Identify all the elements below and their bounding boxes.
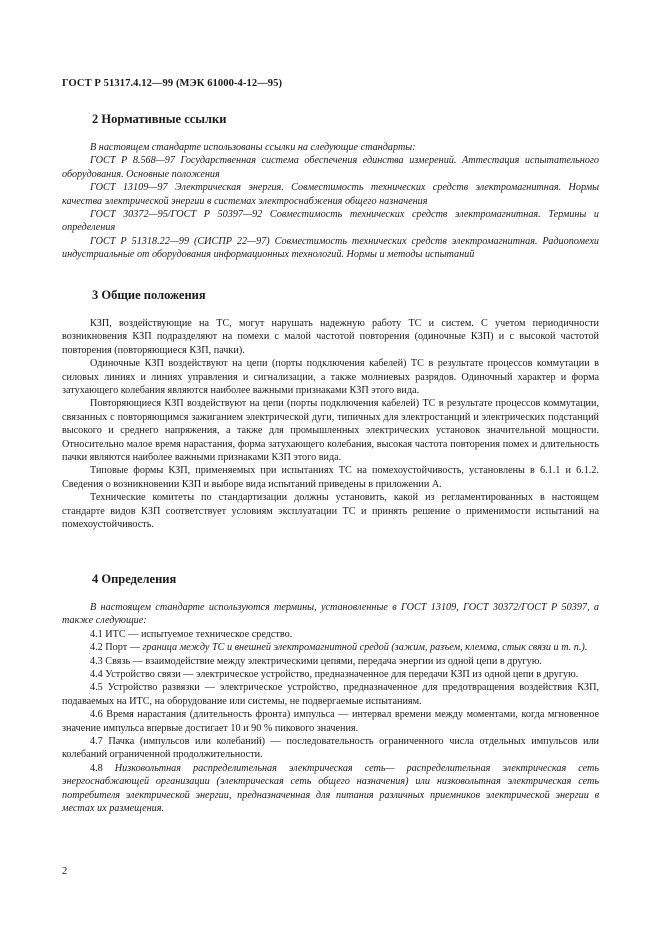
definition-item (62, 628, 599, 641)
definition-item (62, 641, 599, 654)
paragraph: Повторяющиеся КЗП воздействуют на цепи (порты подключения кабелей) ТС в результате процессов коммутации, связанных с повторяющимся зажиганием электрической дуги, типичных для электростанций и электрических подстанций высокого и среднего напряжения, а также для промышленных электрических установок значительной мощности. Относительно малое время нарастания, форма затухающего колебания, высокая частота повторения помех и длительность пачки являются наиболее важными признаками КЗП этого вида. (62, 398, 599, 464)
paragraph: В настоящем стандарте использованы ссылки на следующие стандарты: (90, 142, 416, 153)
paragraph: Технические комитеты по стандартизации должны установить, какой из регламентированных в настоящем стандарте видов КЗП соответствует условиям эксплуатации ТС и принять решение о применимости испытаний на помехоустойчивость. (62, 492, 599, 531)
definition-item (62, 762, 599, 816)
section-4-body (62, 601, 599, 816)
definition-item (62, 668, 599, 681)
definition-item (62, 735, 599, 762)
definition-lead: 4.2 Порт — (90, 642, 143, 654)
paragraph: Одиночные КЗП воздействуют на цепи (порты подключения кабелей) ТС в результате процессов коммутации в силовых линиях и линиях управления и сигнализации, а также молниевых разрядов. Одиночный характер и форма затухающего колебания являются наиболее важными признаками КЗП этого вида. (62, 358, 599, 397)
section-3-title: 3 Общие положения (92, 288, 206, 302)
document-header: ГОСТ Р 51317.4.12—99 (МЭК 61000-4-12—95) (62, 78, 283, 89)
definition-lead: 4.4 Устройство связи — электрическое устройство, предназначенное для передачи КЗП из одной цепи в другую. (90, 669, 579, 681)
definition-lead: 4.3 Связь — взаимодействие между электрическими цепями, передача энергии из одной цепи в другую. (90, 655, 542, 667)
paragraph: Типовые формы КЗП, применяемых при испытаниях ТС на помехоустойчивость, установлены в 6.1.1 и 6.1.2. Сведения о возникновении КЗП и выборе вида испытаний приведены в приложении А. (62, 465, 599, 490)
definition-item (62, 708, 599, 735)
definition-item (62, 681, 599, 708)
definition-tail: Низковольтная распределительная электрическая сеть— распределительная электрическая сеть энергоснабжающей организации (электрическая сеть общего назначения) или низковольтная электрическая сеть потребителя электрической энергии, предназначенная для питания различных приемников электрической энергии в местах их размещения. (62, 762, 599, 815)
paragraph: В настоящем стандарте используются термины, установленные в ГОСТ 13109, ГОСТ 30372/ГОСТ Р 50397, а также следующие: (62, 602, 599, 627)
section-3-body (62, 317, 599, 532)
paragraph: КЗП, воздействующие на ТС, могут нарушать надежную работу ТС и систем. С учетом периодичности возникновения КЗП подразделяют на помехи с малой частотой повторения (одиночные КЗП) и с высокой частотой повторения (повторяющиеся КЗП, пачки). (62, 318, 599, 356)
definition-item (62, 655, 599, 668)
reference-item: ГОСТ Р 8.568—97 Государственная система обеспечения единства измерений. Аттестация испытательного оборудования. Основные положения (62, 155, 599, 180)
definition-lead: 4.8 (90, 762, 115, 774)
definition-tail: граница между ТС и внешней электромагнитной средой (зажим, разъем, клемма, стык связи и т. п.). (142, 642, 588, 654)
reference-item: ГОСТ 30372—95/ГОСТ Р 50397—92 Совместимость технических средств электромагнитная. Термины и определения (62, 209, 599, 234)
definition-lead: 4.7 Пачка (импульсов или колебаний) — последовательность ограниченного числа отдельных импульсов или колебаний ограниченной продолжительности. (62, 736, 599, 761)
reference-item: ГОСТ 13109—97 Электрическая энергия. Совместимость технических средств электромагнитная. Нормы качества электрической энергии в системах электроснабжения общего назначения (62, 182, 599, 207)
definition-lead: 4.6 Время нарастания (длительность фронта) импульса — интервал времени между моментами, когда мгновенное значение импульса впервые достигает 10 и 90 % пикового значения. (62, 709, 599, 734)
reference-item: ГОСТ Р 51318.22—99 (СИСПР 22—97) Совместимость технических средств электромагнитная. Радиопомехи индустриальные от оборудования информационных технологий. Нормы и методы испытаний (62, 235, 599, 261)
section-4-title: 4 Определения (92, 572, 177, 586)
section-2-title: 2 Нормативные ссылки (92, 112, 227, 126)
page-number: 2 (62, 866, 68, 877)
definition-lead: 4.5 Устройство развязки — электрическое устройство, предназначенное для предотвращения воздействия КЗП, подаваемых на ИТС, на оборудование или системы, не подвергаемые испытаниям. (62, 682, 599, 707)
section-2-body (62, 141, 599, 262)
definition-lead: 4.1 ИТС — испытуемое техническое средство. (90, 628, 293, 640)
